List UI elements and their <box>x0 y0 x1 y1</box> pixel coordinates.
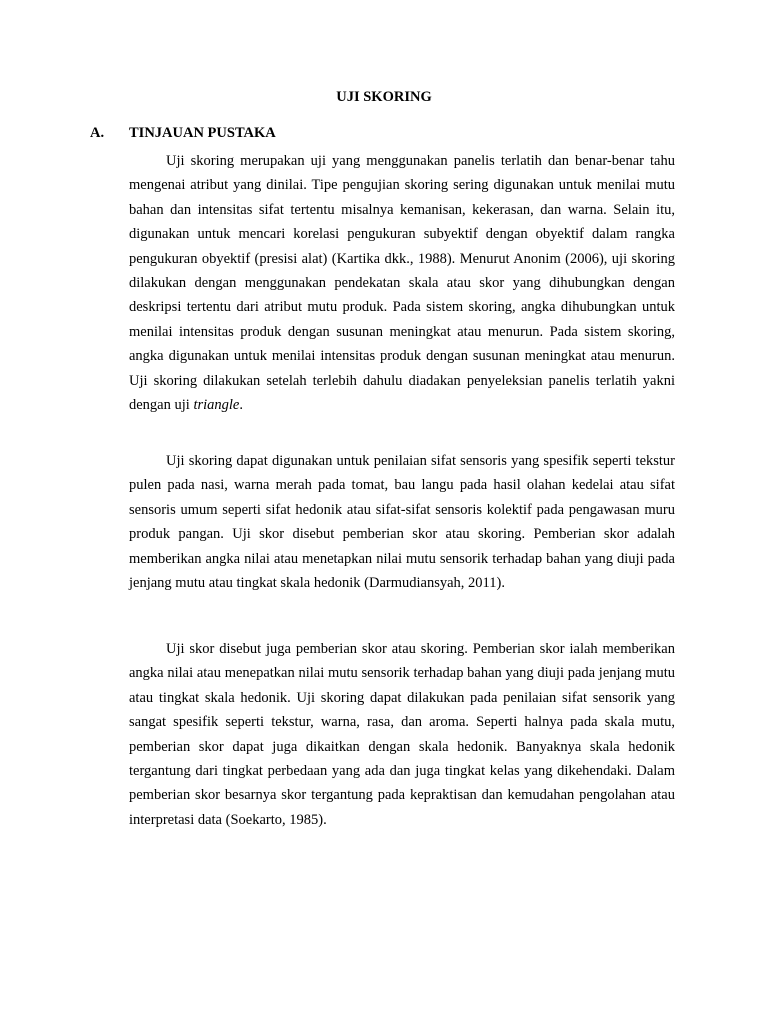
paragraph-1 <box>129 149 675 417</box>
page-title: UJI SKORING <box>336 89 432 105</box>
paragraph-3 <box>129 637 675 832</box>
paragraph-2-text: Uji skoring dapat digunakan untuk penilaian sifat sensoris yang spesifik seperti tekstur pulen pada nasi, warna merah pada tomat, bau langu pada hasil olahan kedelai atau sifat sensoris umum seperti sifat hedonik atau sifat-sifat sensoris kolektif pada pengawasan muru produk pangan. Uji skor disebut pemberian skor atau skoring. Pemberian skor adalah memberikan angka nilai atau menetapkan nilai mutu sensorik terhadap bahan yang diuji pada jenjang mutu atau tingkat skala hedonik (Darmudiansyah, 2011). <box>129 453 675 592</box>
paragraph-1-text: Uji skoring merupakan uji yang menggunakan panelis terlatih dan benar-benar tahu mengenai atribut yang dinilai. Tipe pengujian skoring sering digunakan untuk menilai mutu bahan dan intensitas sifat tertentu misalnya kemanisan, kekerasan, dan warna. Selain itu, digunakan untuk mencari korelasi pengukuran subyektif dengan obyektif dalam rangka pengukuran obyektif (presisi alat) (Kartika dkk., 1988). Menurut Anonim (2006), uji skoring dilakukan dengan menggunakan pendekatan skala atau skor yang dihubungkan dengan deskripsi tertentu dari atribut mutu produk. Pada sistem skoring, angka dihubungkan untuk menilai intensitas produk dengan susunan meningkat atau menurun. Pada sistem skoring, angka digunakan untuk menilai intensitas produk dengan susunan meningkat atau menurun. Uji skoring dilakukan setelah terlebih dahulu diadakan penyeleksian panelis terlatih yakni dengan uji <box>129 153 675 414</box>
paragraph-1-end: . <box>239 397 243 414</box>
paragraph-2 <box>129 449 675 595</box>
section-title: TINJAUAN PUSTAKA <box>129 125 276 141</box>
paragraph-3-text: Uji skor disebut juga pemberian skor atau skoring. Pemberian skor ialah memberikan angka nilai atau menepatkan nilai mutu sensorik terhadap bahan yang diuji pada jenjang mutu atau tingkat skala hedonik. Uji skoring dapat dilakukan pada penilaian sifat sensorik yang sangat spesifik seperti tekstur, warna, rasa, dan aroma. Seperti halnya pada skala mutu, pemberian skor dapat juga dikaitkan dengan skala hedonik. Banyaknya skala hedonik tergantung dari tingkat perbedaan yang ada dan juga tingkat kelas yang dikehendaki. Dalam pemberian skor besarnya skor tergantung pada kepraktisan dan kemudahan pengolahan atau interpretasi data (Soekarto, 1985). <box>129 641 675 828</box>
paragraph-1-italic-term: triangle <box>193 397 240 414</box>
section-letter: A. <box>90 125 105 141</box>
section-heading <box>90 124 678 142</box>
